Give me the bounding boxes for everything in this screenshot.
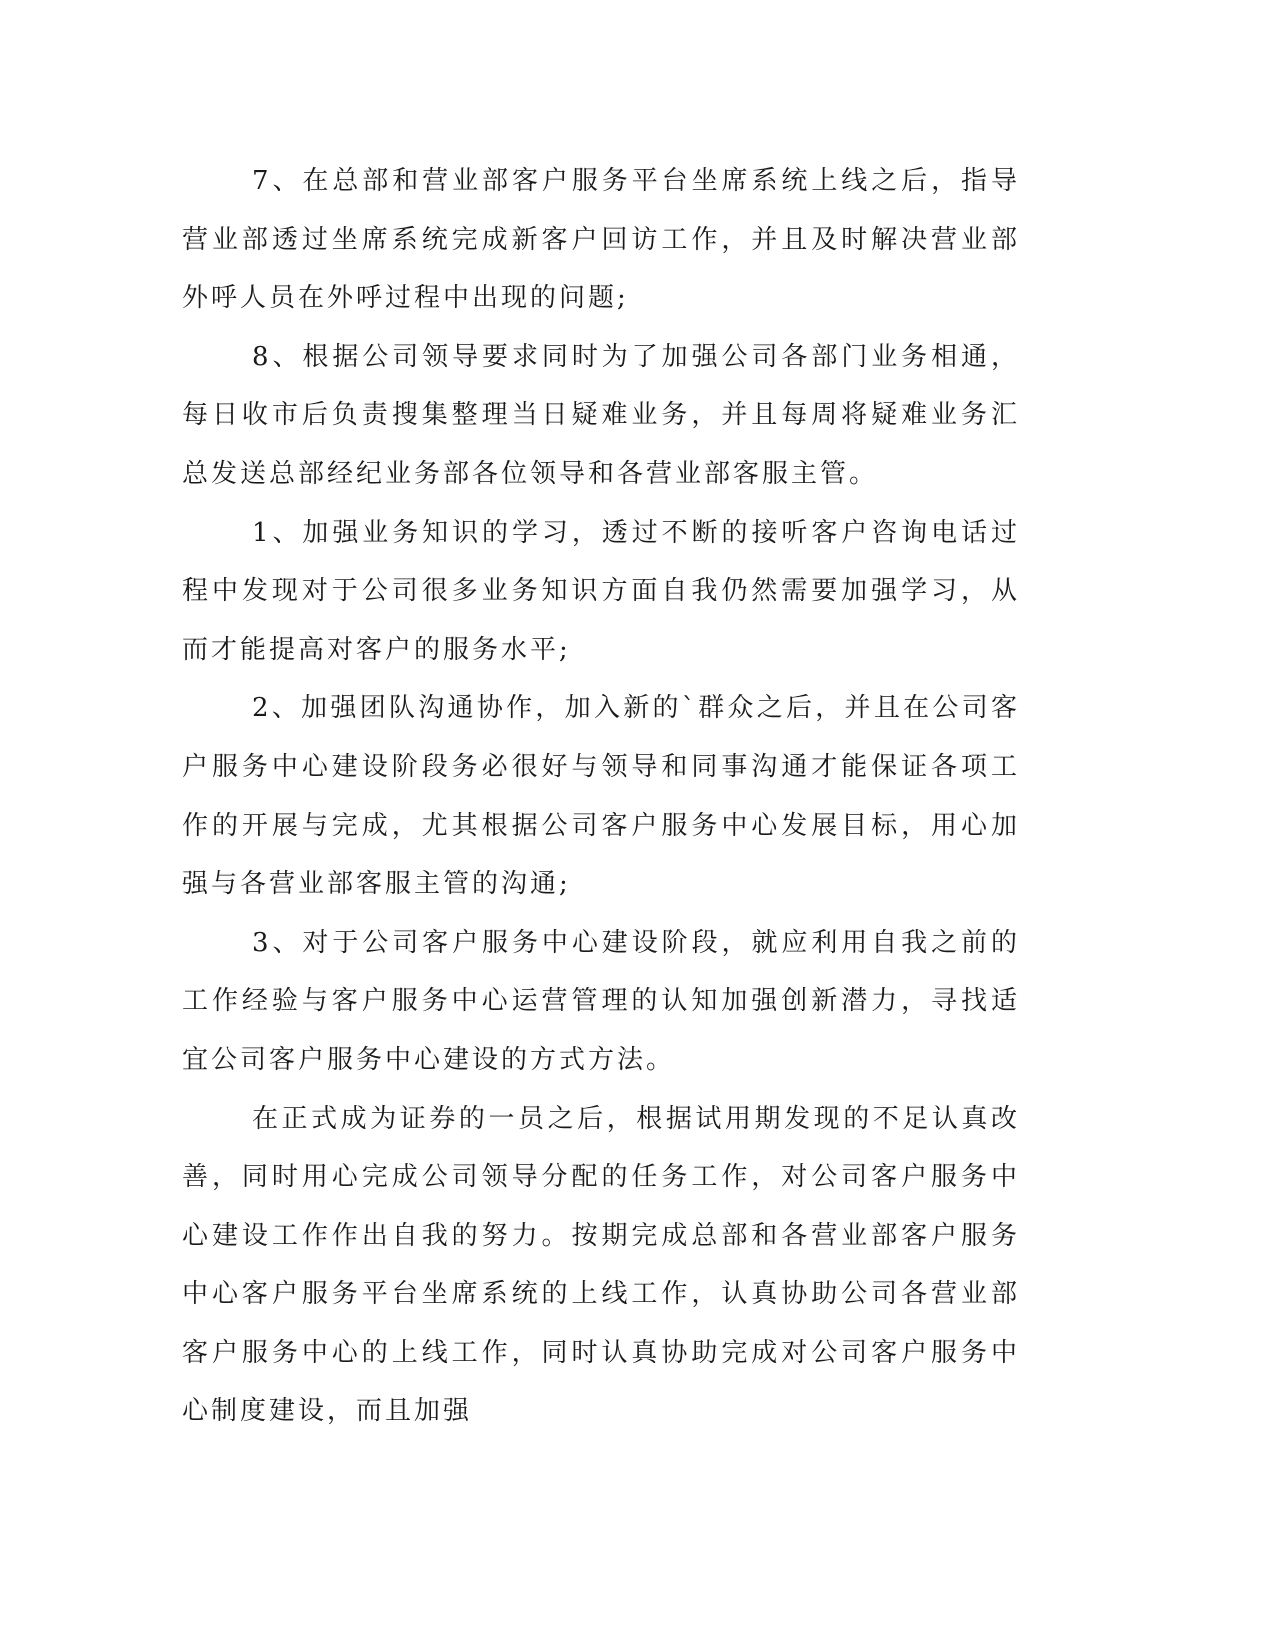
paragraph-item-8: 8、根据公司领导要求同时为了加强公司各部门业务相通，每日收市后负责搜集整理当日疑难业务，并且每周将疑难业务汇总发送总部经纪业务部各位领导和各营业部客服主管。 xyxy=(182,341,1020,489)
paragraph-improvement-1: 1、加强业务知识的学习，透过不断的接听客户咨询电话过程中发现对于公司很多业务知识方面自我仍然需要加强学习，从而才能提高对客户的服务水平; xyxy=(182,517,1020,665)
paragraph-improvement-2: 2、加强团队沟通协作，加入新的`群众之后，并且在公司客户服务中心建设阶段务必很好与领导和同事沟通才能保证各项工作的开展与完成，尤其根据公司客户服务中心发展目标，用心加强与各营业部客服主管的沟通; xyxy=(182,693,1020,900)
document-body xyxy=(182,152,1020,1441)
paragraph-item-7: 7、在总部和营业部客户服务平台坐席系统上线之后，指导营业部透过坐席系统完成新客户回访工作，并且及时解决营业部外呼人员在外呼过程中出现的问题; xyxy=(182,166,1020,314)
paragraph-summary: 在正式成为证券的一员之后，根据试用期发现的不足认真改善，同时用心完成公司领导分配的任务工作，对公司客户服务中心建设工作作出自我的努力。按期完成总部和各营业部客户服务中心客户服务平台坐席系统的上线工作，认真协助公司各营业部客户服务中心的上线工作，同时认真协助完成对公司客户服务中心制度建设，而且加强 xyxy=(182,1103,1020,1427)
paragraph-improvement-3: 3、对于公司客户服务中心建设阶段，就应利用自我之前的工作经验与客户服务中心运营管理的认知加强创新潜力，寻找适宜公司客户服务中心建设的方式方法。 xyxy=(182,927,1020,1075)
